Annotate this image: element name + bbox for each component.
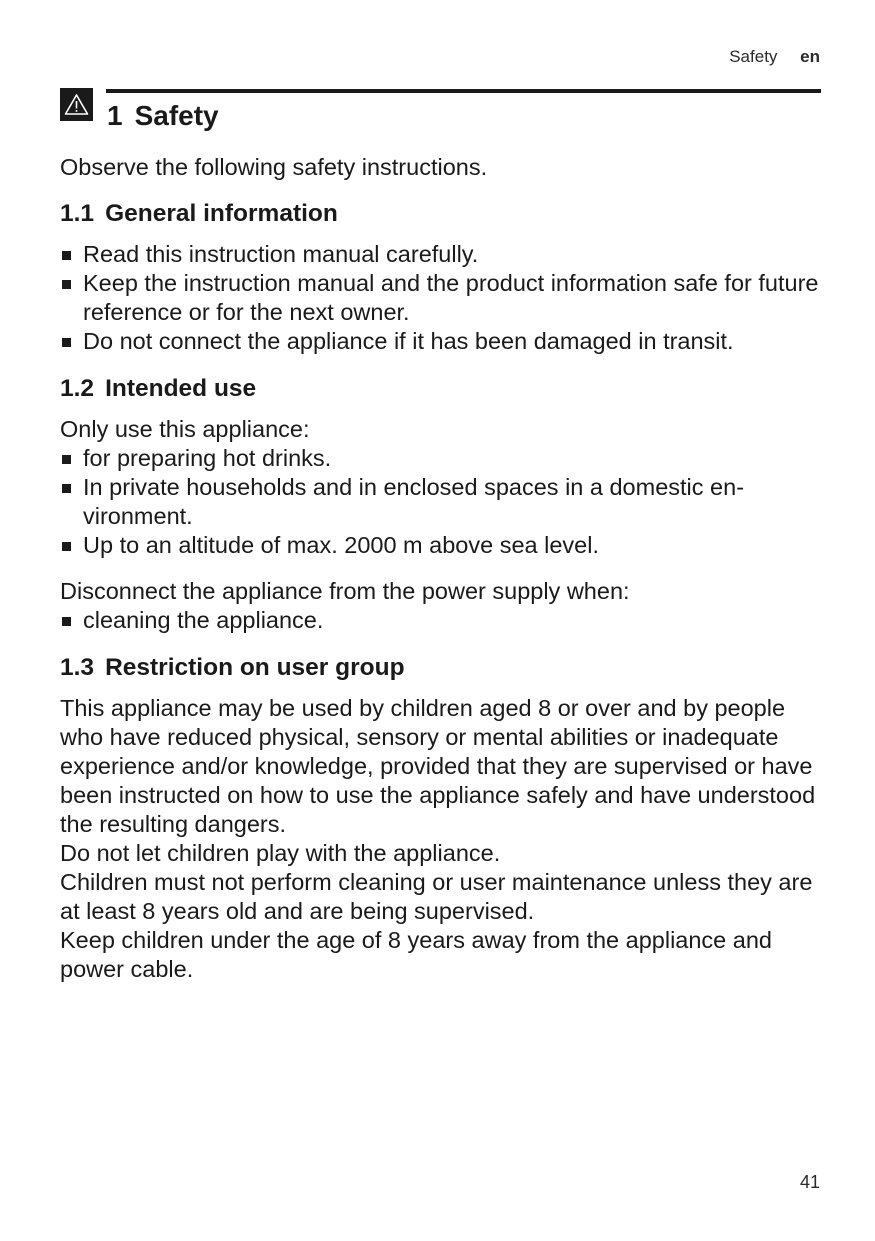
page-content xyxy=(60,153,822,984)
intended-use-lead: Only use this appliance: xyxy=(60,416,310,442)
list-item: Do not connect the appliance if it has been damaged in transit. xyxy=(60,327,822,356)
section-heading-intended-use xyxy=(60,374,822,404)
section-heading-restriction-on-user-group xyxy=(60,653,822,683)
header-section-name: Safety xyxy=(729,47,778,66)
section-number: 1.1 xyxy=(60,200,95,227)
intro-text: Observe the following safety instructions. xyxy=(60,154,488,180)
restriction-text xyxy=(60,694,822,984)
running-header xyxy=(729,47,820,67)
paragraph: Keep children under the age of 8 years away from the appliance and power cable. xyxy=(60,927,772,982)
list-item: for preparing hot drinks. xyxy=(60,444,822,473)
disconnect-lead: Disconnect the appliance from the power supply when: xyxy=(60,578,630,604)
title-rule xyxy=(106,89,821,93)
section-number: 1.3 xyxy=(60,654,95,681)
section-title: Intended use xyxy=(105,375,257,402)
disconnect-list xyxy=(60,606,822,635)
section-title: Restriction on user group xyxy=(105,654,405,681)
header-language: en xyxy=(800,47,820,66)
page-number: 41 xyxy=(799,1172,820,1192)
chapter-number: 1 xyxy=(107,100,123,131)
list-item: Up to an altitude of max. 2000 m above sea level. xyxy=(60,531,822,560)
list-item: cleaning the appliance. xyxy=(60,606,822,635)
paragraph: This appliance may be used by children aged 8 or over and by people who have reduced physical, sensory or mental abilities or inadequate experience and/or knowledge, provided that they are supervised or have been instructed on how to use the appliance safely and have understood the resulting dangers. xyxy=(60,695,816,837)
section-heading-general-information xyxy=(60,199,822,229)
chapter-title-text: Safety xyxy=(134,100,219,131)
chapter-title xyxy=(107,99,219,133)
intended-use-list xyxy=(60,444,822,560)
list-item: Keep the instruction manual and the product information safe for future reference or for the next owner. xyxy=(60,269,822,327)
section-title: General information xyxy=(105,200,338,227)
general-information-list xyxy=(60,240,822,356)
list-item: Read this instruction manual carefully. xyxy=(60,240,822,269)
list-item: In private households and in enclosed spaces in a domestic en-vironment. xyxy=(60,473,822,531)
section-number: 1.2 xyxy=(60,375,95,402)
paragraph: Do not let children play with the appliance. xyxy=(60,840,501,866)
paragraph: Children must not perform cleaning or user maintenance unless they are at least 8 years old and are being supervised. xyxy=(60,869,813,924)
warning-triangle-icon xyxy=(60,88,93,121)
